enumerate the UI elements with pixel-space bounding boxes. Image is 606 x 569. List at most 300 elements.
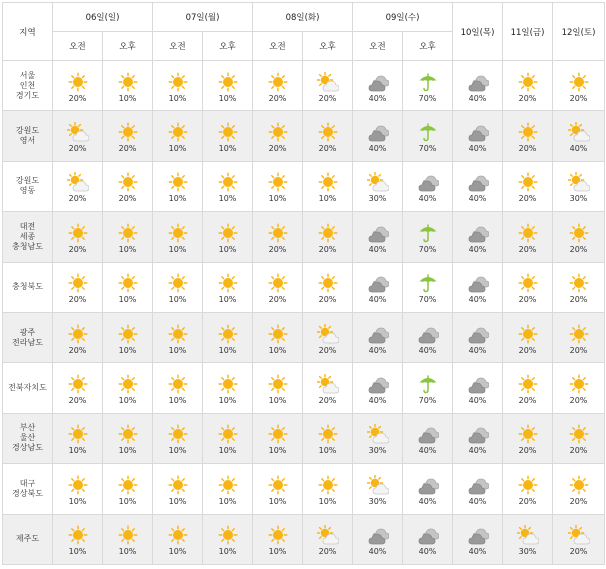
precipitation-probability: 10%: [68, 496, 87, 506]
sunny-icon: [67, 72, 89, 92]
sunny-icon: [217, 172, 239, 192]
sunny-icon: [317, 172, 339, 192]
forecast-cell: [503, 61, 553, 111]
forecast-cell: [353, 363, 403, 413]
forecast-cell: [403, 111, 453, 161]
precipitation-probability: 40%: [468, 244, 487, 254]
region-name-line: 영동: [19, 186, 36, 196]
cloudy-icon: [367, 72, 389, 92]
forecast-cell: [103, 111, 153, 161]
region-name-line: 강원도: [15, 176, 40, 186]
cloudy-icon: [367, 324, 389, 344]
precipitation-probability: 20%: [268, 244, 287, 254]
partly-cloudy-icon: [317, 72, 339, 92]
precipitation-probability: 10%: [218, 93, 237, 103]
precipitation-probability: 70%: [418, 396, 437, 406]
forecast-cell: [153, 111, 203, 161]
forecast-cell: [403, 312, 453, 362]
region-name-line: 경상북도: [12, 488, 43, 498]
precipitation-probability: 10%: [268, 547, 287, 557]
sunny-icon: [217, 374, 239, 394]
partly-cloudy-icon: [568, 172, 590, 192]
cloudy-icon: [467, 324, 489, 344]
precipitation-probability: 10%: [68, 547, 87, 557]
forecast-cell: [403, 61, 453, 111]
precipitation-probability: 10%: [168, 93, 187, 103]
forecast-cell: [453, 161, 503, 211]
forecast-cell: [353, 111, 403, 161]
day-header: 08일(화): [253, 3, 353, 32]
precipitation-probability: 40%: [418, 496, 437, 506]
sunny-icon: [267, 172, 289, 192]
sunny-icon: [167, 374, 189, 394]
table-row: [3, 161, 605, 211]
forecast-cell: [203, 413, 253, 463]
forecast-cell: [553, 111, 605, 161]
sunny-icon: [67, 223, 89, 243]
region-name-line: 인천: [19, 80, 36, 90]
forecast-cell: [353, 212, 403, 262]
forecast-cell: [153, 212, 203, 262]
table-header: [3, 3, 605, 61]
forecast-cell: [353, 514, 403, 564]
forecast-cell: [453, 464, 503, 514]
sunny-icon: [117, 374, 139, 394]
forecast-cell: [253, 61, 303, 111]
precipitation-probability: 10%: [118, 446, 137, 456]
sunny-icon: [317, 122, 339, 142]
sunny-icon: [517, 172, 539, 192]
precipitation-probability: 10%: [218, 345, 237, 355]
cloudy-icon: [467, 223, 489, 243]
sunny-icon: [568, 475, 590, 495]
sunny-icon: [267, 273, 289, 293]
forecast-cell: [203, 464, 253, 514]
precipitation-probability: 40%: [368, 547, 387, 557]
precipitation-probability: 10%: [168, 496, 187, 506]
forecast-cell: [553, 312, 605, 362]
forecast-cell: [553, 413, 605, 463]
table-row: [3, 413, 605, 463]
precipitation-probability: 20%: [518, 295, 537, 305]
precipitation-probability: 20%: [68, 144, 87, 154]
precipitation-probability: 20%: [268, 295, 287, 305]
region-name: [3, 312, 53, 362]
sunny-icon: [117, 172, 139, 192]
region-name-line: 전북자치도: [8, 383, 47, 393]
precipitation-probability: 20%: [569, 93, 588, 103]
precipitation-probability: 20%: [318, 144, 337, 154]
precipitation-probability: 20%: [518, 194, 537, 204]
region-column-header: 지역: [3, 3, 53, 61]
sunny-icon: [517, 223, 539, 243]
forecast-cell: [303, 262, 353, 312]
precipitation-probability: 20%: [318, 396, 337, 406]
forecast-cell: [203, 312, 253, 362]
day-header: 11일(금): [503, 3, 553, 61]
precipitation-probability: 20%: [68, 295, 87, 305]
sunny-icon: [117, 324, 139, 344]
region-name-line: 대전: [19, 221, 36, 231]
umbrella-rain-icon: [417, 72, 439, 92]
forecast-cell: [453, 262, 503, 312]
sunny-icon: [517, 122, 539, 142]
precipitation-probability: 10%: [218, 547, 237, 557]
forecast-cell: [403, 464, 453, 514]
forecast-cell: [103, 161, 153, 211]
sunny-icon: [267, 223, 289, 243]
forecast-cell: [353, 464, 403, 514]
forecast-cell: [303, 514, 353, 564]
forecast-cell: [103, 212, 153, 262]
forecast-cell: [253, 514, 303, 564]
day-header: 06일(일): [53, 3, 153, 32]
forecast-cell: [203, 161, 253, 211]
precipitation-probability: 40%: [368, 93, 387, 103]
precipitation-probability: 10%: [318, 194, 337, 204]
sunny-icon: [267, 374, 289, 394]
forecast-cell: [153, 312, 203, 362]
precipitation-probability: 20%: [118, 144, 137, 154]
table-row: [3, 312, 605, 362]
forecast-cell: [453, 514, 503, 564]
region-name: [3, 413, 53, 463]
sunny-icon: [517, 273, 539, 293]
forecast-cell: [403, 363, 453, 413]
sunny-icon: [67, 424, 89, 444]
forecast-cell: [53, 61, 103, 111]
cloudy-icon: [367, 273, 389, 293]
forecast-cell: [503, 212, 553, 262]
precipitation-probability: 20%: [569, 547, 588, 557]
forecast-cell: [153, 464, 203, 514]
region-name-line: 세종: [19, 231, 36, 241]
forecast-cell: [103, 61, 153, 111]
precipitation-probability: 20%: [318, 93, 337, 103]
precipitation-probability: 20%: [518, 396, 537, 406]
forecast-cell: [103, 464, 153, 514]
forecast-cell: [303, 312, 353, 362]
region-name-line: 광주: [19, 327, 36, 337]
precipitation-probability: 10%: [168, 396, 187, 406]
precipitation-probability: 10%: [168, 194, 187, 204]
forecast-cell: [453, 413, 503, 463]
sunny-icon: [267, 72, 289, 92]
sunny-icon: [217, 475, 239, 495]
cloudy-icon: [417, 172, 439, 192]
sunny-icon: [117, 122, 139, 142]
precipitation-probability: 10%: [218, 496, 237, 506]
precipitation-probability: 20%: [318, 295, 337, 305]
partly-cloudy-icon: [568, 122, 590, 142]
sunny-icon: [568, 324, 590, 344]
pm-header: 오후: [103, 32, 153, 61]
sunny-icon: [167, 525, 189, 545]
region-name-line: 충청북도: [12, 282, 43, 292]
sunny-icon: [267, 525, 289, 545]
cloudy-icon: [417, 475, 439, 495]
sunny-icon: [317, 273, 339, 293]
precipitation-probability: 20%: [518, 345, 537, 355]
partly-cloudy-icon: [568, 525, 590, 545]
precipitation-probability: 10%: [268, 396, 287, 406]
region-name-line: 울산: [19, 433, 36, 443]
cloudy-icon: [467, 72, 489, 92]
forecast-cell: [253, 312, 303, 362]
sunny-icon: [517, 374, 539, 394]
precipitation-probability: 40%: [368, 144, 387, 154]
table-row: [3, 61, 605, 111]
precipitation-probability: 10%: [218, 396, 237, 406]
precipitation-probability: 20%: [569, 496, 588, 506]
precipitation-probability: 20%: [569, 295, 588, 305]
forecast-cell: [53, 464, 103, 514]
region-name-line: 제주도: [15, 534, 40, 544]
precipitation-probability: 30%: [368, 194, 387, 204]
precipitation-probability: 40%: [468, 144, 487, 154]
precipitation-probability: 40%: [418, 547, 437, 557]
forecast-cell: [53, 363, 103, 413]
forecast-cell: [203, 363, 253, 413]
region-name-line: 서울: [19, 70, 36, 80]
umbrella-rain-icon: [417, 273, 439, 293]
forecast-cell: [303, 212, 353, 262]
day-header: 10일(목): [453, 3, 503, 61]
region-name-line: 대구: [19, 478, 36, 488]
precipitation-probability: 20%: [569, 396, 588, 406]
sunny-icon: [568, 374, 590, 394]
forecast-cell: [553, 161, 605, 211]
partly-cloudy-icon: [517, 525, 539, 545]
forecast-cell: [253, 212, 303, 262]
region-name: [3, 262, 53, 312]
precipitation-probability: 20%: [318, 547, 337, 557]
region-name-line: 부산: [19, 423, 36, 433]
precipitation-probability: 10%: [118, 93, 137, 103]
sunny-icon: [568, 223, 590, 243]
day-header: 12일(토): [553, 3, 605, 61]
precipitation-probability: 20%: [68, 194, 87, 204]
forecast-cell: [53, 262, 103, 312]
precipitation-probability: 40%: [468, 396, 487, 406]
sunny-icon: [117, 72, 139, 92]
precipitation-probability: 10%: [168, 345, 187, 355]
sunny-icon: [217, 525, 239, 545]
precipitation-probability: 70%: [418, 244, 437, 254]
am-header: 오전: [153, 32, 203, 61]
cloudy-icon: [417, 424, 439, 444]
sunny-icon: [217, 223, 239, 243]
forecast-cell: [503, 363, 553, 413]
sunny-icon: [568, 424, 590, 444]
forecast-cell: [203, 514, 253, 564]
precipitation-probability: 20%: [268, 93, 287, 103]
table-row: [3, 363, 605, 413]
precipitation-probability: 30%: [569, 194, 588, 204]
forecast-cell: [253, 161, 303, 211]
precipitation-probability: 40%: [468, 446, 487, 456]
cloudy-icon: [417, 324, 439, 344]
forecast-cell: [153, 161, 203, 211]
cloudy-icon: [367, 374, 389, 394]
sunny-icon: [517, 475, 539, 495]
forecast-cell: [103, 312, 153, 362]
sunny-icon: [67, 374, 89, 394]
sunny-icon: [267, 324, 289, 344]
forecast-cell: [403, 212, 453, 262]
region-name: [3, 464, 53, 514]
forecast-cell: [303, 464, 353, 514]
precipitation-probability: 20%: [318, 345, 337, 355]
umbrella-rain-icon: [417, 374, 439, 394]
forecast-cell: [503, 312, 553, 362]
sunny-icon: [117, 273, 139, 293]
cloudy-icon: [467, 273, 489, 293]
sunny-icon: [67, 273, 89, 293]
sunny-icon: [217, 122, 239, 142]
sunny-icon: [517, 424, 539, 444]
cloudy-icon: [417, 525, 439, 545]
cloudy-icon: [367, 525, 389, 545]
region-name: [3, 212, 53, 262]
sunny-icon: [167, 273, 189, 293]
sunny-icon: [317, 424, 339, 444]
forecast-cell: [203, 111, 253, 161]
table-row: [3, 262, 605, 312]
precipitation-probability: 10%: [118, 295, 137, 305]
precipitation-probability: 10%: [218, 144, 237, 154]
table-row: [3, 464, 605, 514]
region-name-line: 충청남도: [12, 241, 43, 251]
precipitation-probability: 40%: [418, 446, 437, 456]
sunny-icon: [568, 72, 590, 92]
forecast-cell: [353, 312, 403, 362]
precipitation-probability: 40%: [468, 93, 487, 103]
precipitation-probability: 40%: [468, 496, 487, 506]
forecast-cell: [103, 363, 153, 413]
forecast-container: [2, 2, 605, 565]
partly-cloudy-icon: [67, 122, 89, 142]
sunny-icon: [67, 525, 89, 545]
forecast-cell: [503, 161, 553, 211]
forecast-cell: [103, 413, 153, 463]
precipitation-probability: 70%: [418, 295, 437, 305]
sunny-icon: [117, 525, 139, 545]
forecast-cell: [53, 161, 103, 211]
forecast-cell: [453, 111, 503, 161]
forecast-cell: [153, 413, 203, 463]
precipitation-probability: 30%: [368, 446, 387, 456]
precipitation-probability: 70%: [418, 144, 437, 154]
forecast-cell: [253, 464, 303, 514]
region-name-line: 경기도: [15, 90, 40, 100]
sunny-icon: [217, 273, 239, 293]
forecast-cell: [453, 312, 503, 362]
partly-cloudy-icon: [317, 324, 339, 344]
forecast-cell: [203, 262, 253, 312]
cloudy-icon: [467, 475, 489, 495]
sunny-icon: [67, 324, 89, 344]
precipitation-probability: 10%: [268, 446, 287, 456]
precipitation-probability: 30%: [518, 547, 537, 557]
table-row: [3, 111, 605, 161]
sunny-icon: [267, 122, 289, 142]
precipitation-probability: 10%: [318, 446, 337, 456]
forecast-cell: [503, 413, 553, 463]
precipitation-probability: 10%: [118, 244, 137, 254]
precipitation-probability: 10%: [268, 345, 287, 355]
forecast-cell: [553, 61, 605, 111]
precipitation-probability: 20%: [518, 446, 537, 456]
cloudy-icon: [467, 172, 489, 192]
precipitation-probability: 20%: [518, 244, 537, 254]
sunny-icon: [517, 324, 539, 344]
precipitation-probability: 10%: [218, 295, 237, 305]
region-name-line: 전라남도: [12, 337, 43, 347]
forecast-cell: [403, 514, 453, 564]
forecast-cell: [353, 61, 403, 111]
sunny-icon: [217, 324, 239, 344]
forecast-cell: [303, 413, 353, 463]
pm-header: 오후: [203, 32, 253, 61]
forecast-cell: [503, 464, 553, 514]
forecast-cell: [553, 514, 605, 564]
partly-cloudy-icon: [367, 475, 389, 495]
precipitation-probability: 10%: [118, 496, 137, 506]
forecast-cell: [503, 514, 553, 564]
precipitation-probability: 10%: [168, 244, 187, 254]
precipitation-probability: 40%: [368, 396, 387, 406]
precipitation-probability: 10%: [168, 547, 187, 557]
cloudy-icon: [467, 122, 489, 142]
precipitation-probability: 70%: [418, 93, 437, 103]
sunny-icon: [117, 223, 139, 243]
forecast-cell: [153, 262, 203, 312]
sunny-icon: [117, 424, 139, 444]
precipitation-probability: 10%: [168, 144, 187, 154]
forecast-cell: [403, 262, 453, 312]
partly-cloudy-icon: [317, 374, 339, 394]
precipitation-probability: 40%: [368, 244, 387, 254]
precipitation-probability: 40%: [569, 144, 588, 154]
forecast-cell: [403, 413, 453, 463]
forecast-cell: [303, 161, 353, 211]
partly-cloudy-icon: [317, 525, 339, 545]
forecast-cell: [403, 161, 453, 211]
forecast-cell: [153, 61, 203, 111]
precipitation-probability: 20%: [569, 446, 588, 456]
forecast-cell: [53, 212, 103, 262]
forecast-cell: [503, 111, 553, 161]
forecast-cell: [553, 363, 605, 413]
forecast-cell: [553, 262, 605, 312]
forecast-cell: [353, 161, 403, 211]
sunny-icon: [517, 72, 539, 92]
cloudy-icon: [367, 223, 389, 243]
forecast-cell: [53, 413, 103, 463]
sunny-icon: [217, 72, 239, 92]
region-name: [3, 514, 53, 564]
weather-forecast-table: [2, 2, 605, 565]
forecast-cell: [453, 363, 503, 413]
partly-cloudy-icon: [367, 424, 389, 444]
sunny-icon: [267, 475, 289, 495]
region-name-line: 경상남도: [12, 443, 43, 453]
precipitation-probability: 10%: [168, 295, 187, 305]
region-name: [3, 111, 53, 161]
precipitation-probability: 40%: [368, 295, 387, 305]
precipitation-probability: 10%: [318, 496, 337, 506]
